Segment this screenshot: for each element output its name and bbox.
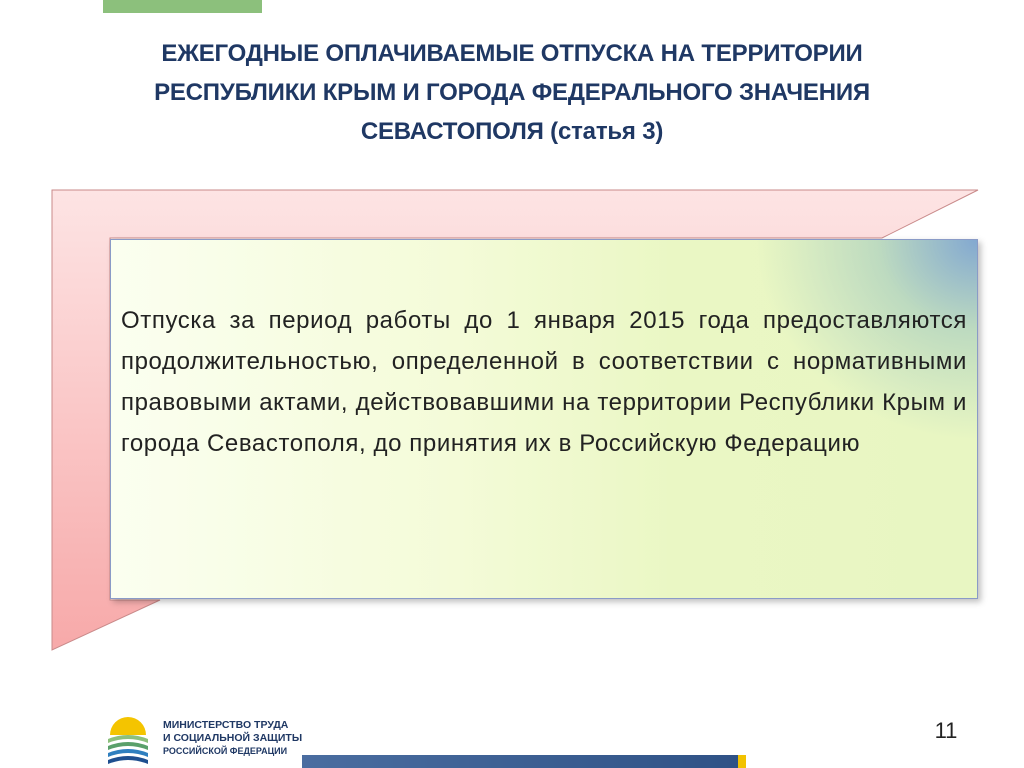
bottom-blue-bar — [302, 755, 738, 768]
title-article-ref: (статья 3) — [543, 118, 664, 145]
title-line-2: РЕСПУБЛИКИ КРЫМ И ГОРОДА ФЕДЕРАЛЬНОГО ЗНАЧЕНИЯ — [154, 79, 870, 106]
title-line-1: ЕЖЕГОДНЫЕ ОПЛАЧИВАЕМЫЕ ОТПУСКА НА ТЕРРИТОРИИ — [161, 40, 863, 67]
ministry-name — [163, 719, 302, 758]
bottom-yellow-accent — [738, 755, 746, 768]
page-number: 11 — [934, 718, 958, 743]
ministry-line-2: И СОЦИАЛЬНОЙ ЗАЩИТЫ — [163, 732, 303, 744]
ministry-line-1: МИНИСТЕРСТВО ТРУДА — [163, 719, 289, 731]
ministry-sun-logo-icon — [106, 715, 150, 765]
title-line-3-text: СЕВАСТОПОЛЯ — [360, 118, 544, 145]
body-text: Отпуска за период работы до 1 января 2015 года предоставляются продолжительностью, определенной в соответствии с нормативными правовыми актами, действовавшими на территории Республики Крым и города Севастополя, до принятия их в Российскую Федерацию — [121, 307, 967, 457]
content-box — [110, 239, 978, 599]
ministry-line-3: РОССИЙСКОЙ ФЕДЕРАЦИИ — [163, 746, 288, 756]
